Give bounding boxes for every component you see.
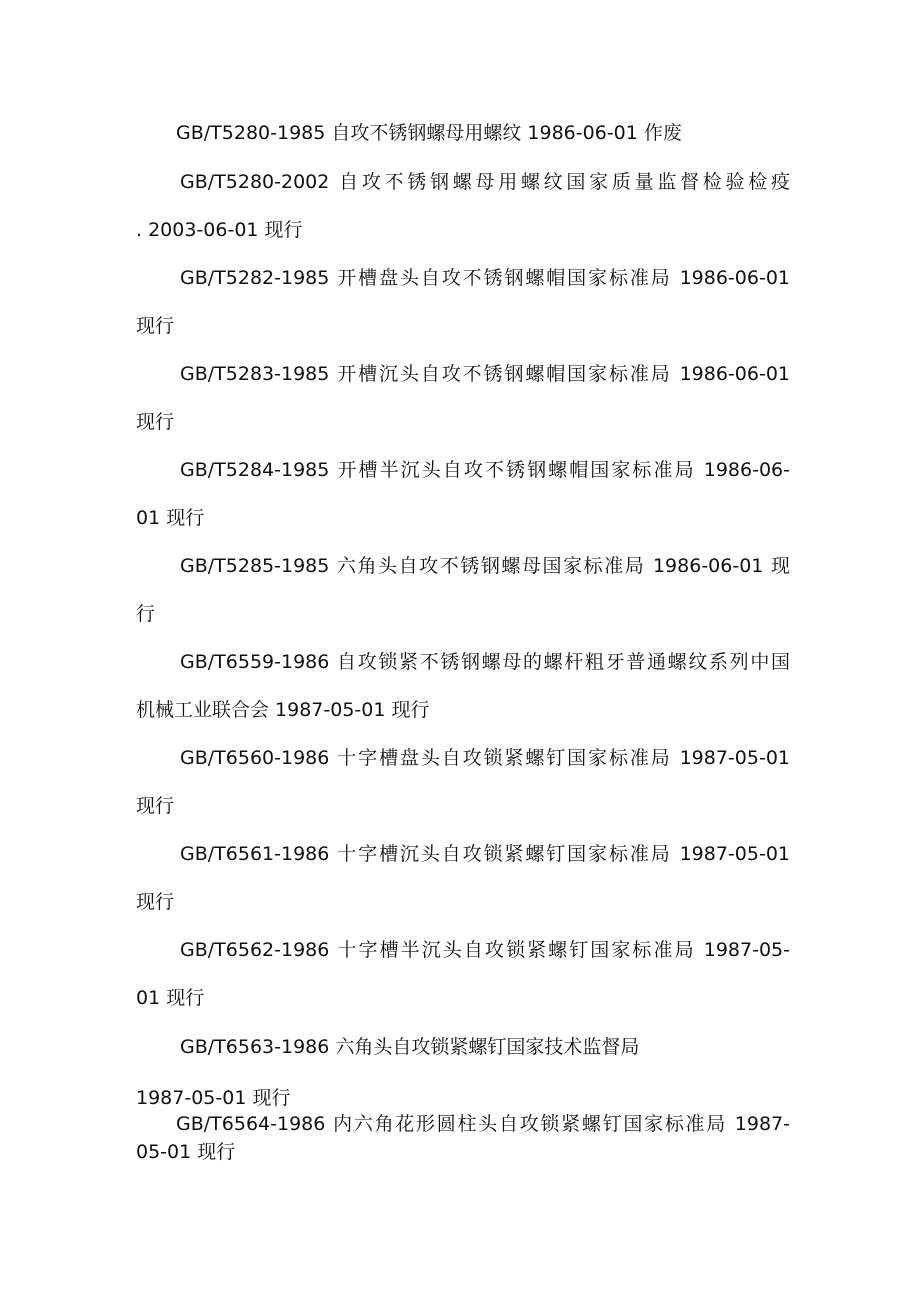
entry-gbt6560-1986-line2: 现行	[136, 795, 175, 817]
entry-gbt6564-1986-line2: 05-01 现行	[136, 1141, 236, 1163]
entry-gbt6561-1986-line2: 现行	[136, 891, 175, 913]
entry-gbt5282-1985-line1: GB/T5282-1985 开槽盘头自攻不锈钢螺帽国家标准局 1986-06-01	[180, 267, 790, 289]
entry-gbt5283-1985-line2: 现行	[136, 411, 175, 433]
entry-gbt5285-1985-line2: 行	[136, 603, 156, 625]
entry-gbt5280-2002-line2: . 2003-06-01 现行	[136, 219, 303, 241]
entry-gbt6559-1986-line1: GB/T6559-1986 自攻锁紧不锈钢螺母的螺杆粗牙普通螺纹系列中国	[180, 651, 790, 673]
entry-gbt5284-1985-line2: 01 现行	[136, 507, 205, 529]
entry-gbt6563-1986-line2: 1987-05-01 现行	[136, 1087, 291, 1109]
entry-gbt6563-1986-line1: GB/T6563-1986 六角头自攻锁紧螺钉国家技术监督局	[180, 1036, 640, 1058]
entry-gbt6562-1986-line2: 01 现行	[136, 987, 205, 1009]
entry-gbt6562-1986-line1: GB/T6562-1986 十字槽半沉头自攻锁紧螺钉国家标准局 1987-05-	[180, 939, 790, 961]
entry-gbt5284-1985-line1: GB/T5284-1985 开槽半沉头自攻不锈钢螺帽国家标准局 1986-06-	[180, 459, 790, 481]
entry-gbt5283-1985-line1: GB/T5283-1985 开槽沉头自攻不锈钢螺帽国家标准局 1986-06-01	[180, 363, 790, 385]
entry-gbt5285-1985-line1: GB/T5285-1985 六角头自攻不锈钢螺母国家标准局 1986-06-01 现	[180, 555, 790, 577]
entry-gbt5280-2002-line1: GB/T5280-2002 自攻不锈钢螺母用螺纹国家质量监督检验检疫	[180, 171, 790, 193]
entry-gbt5282-1985-line2: 现行	[136, 315, 175, 337]
entry-gbt6559-1986-line2: 机械工业联合会 1987-05-01 现行	[136, 699, 430, 721]
entry-gbt6561-1986-line1: GB/T6561-1986 十字槽沉头自攻锁紧螺钉国家标准局 1987-05-01	[180, 843, 790, 865]
entry-gbt5280-1985: GB/T5280-1985 自攻不锈钢螺母用螺纹 1986-06-01 作废	[176, 122, 682, 144]
entry-gbt6564-1986-line1: GB/T6564-1986 内六角花形圆柱头自攻锁紧螺钉国家标准局 1987-	[176, 1113, 790, 1135]
entry-gbt6560-1986-line1: GB/T6560-1986 十字槽盘头自攻锁紧螺钉国家标准局 1987-05-01	[180, 747, 790, 769]
